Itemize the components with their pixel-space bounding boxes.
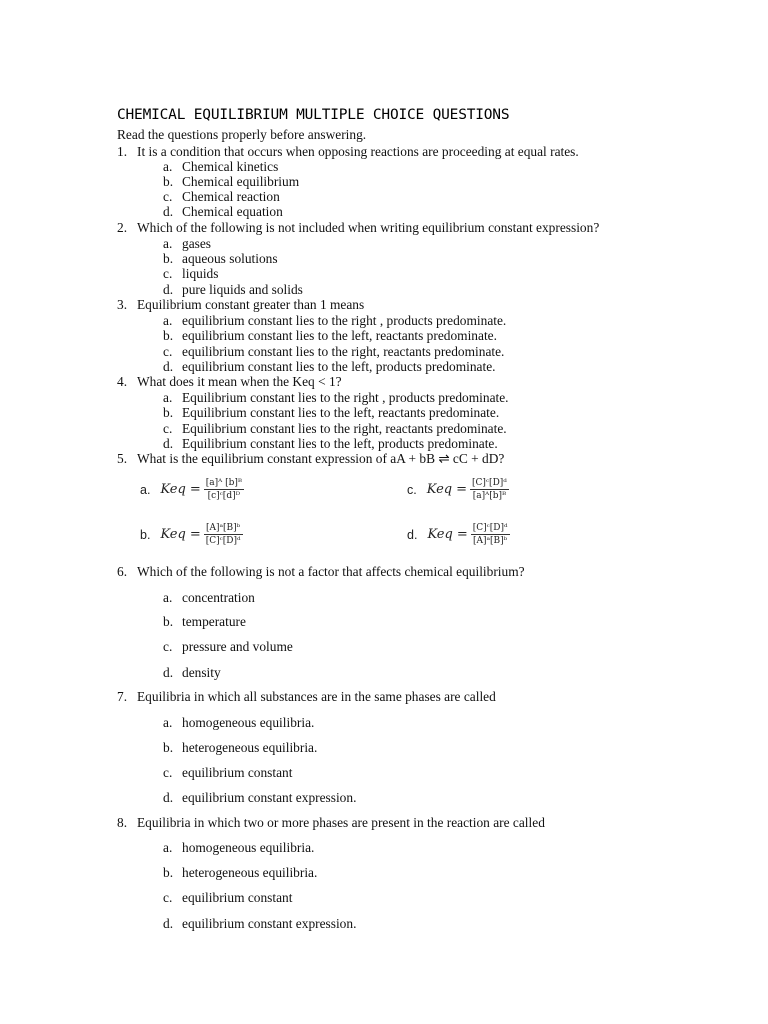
question-text: Which of the following is not a factor that affects chemical equilibrium?	[137, 564, 525, 579]
option-letter: c.	[163, 344, 173, 359]
numerator: [A]ᵃ[B]ᵇ	[206, 523, 241, 533]
option-letter: b.	[163, 251, 174, 266]
option-text: equilibrium constant expression.	[182, 790, 357, 805]
option-text: liquids	[182, 266, 219, 281]
option-text: equilibrium constant	[182, 890, 293, 905]
option-text: concentration	[182, 590, 255, 605]
question-number: 7.	[117, 689, 128, 704]
option-text: homogeneous equilibria.	[182, 715, 315, 730]
keq-symbol: Keq	[160, 482, 186, 497]
math-option-b	[140, 523, 242, 546]
question-number: 2.	[117, 220, 128, 235]
equals-sign: =	[189, 482, 201, 497]
option-letter: d.	[163, 436, 174, 451]
option-text: equilibrium constant lies to the left, products predominate.	[182, 359, 496, 374]
option-letter: c.	[407, 482, 417, 497]
option-text: homogeneous equilibria.	[182, 840, 315, 855]
option-text: Chemical equation	[182, 204, 283, 219]
option-text: heterogeneous equilibria.	[182, 865, 318, 880]
option-text: equilibrium constant	[182, 765, 293, 780]
question-number: 5.	[117, 451, 128, 466]
question-text: Equilibria in which all substances are in the same phases are called	[137, 689, 496, 704]
option-letter: b.	[163, 740, 174, 755]
option-letter: c.	[163, 266, 173, 281]
denominator: [a]ᴬ[b]ᴮ	[472, 491, 507, 501]
math-option-d	[407, 523, 509, 546]
option-letter: c.	[163, 765, 173, 780]
option-letter: d.	[407, 527, 418, 542]
question-text: Which of the following is not included when writing equilibrium constant expression?	[137, 220, 600, 235]
option-letter: a.	[163, 840, 173, 855]
option-text: pressure and volume	[182, 639, 293, 654]
option-letter: a.	[163, 590, 173, 605]
option-letter: d.	[163, 204, 174, 219]
option-letter: d.	[163, 916, 174, 931]
instructions-text: Read the questions properly before answering.	[117, 127, 367, 142]
option-text: Equilibrium constant lies to the right, reactants predominate.	[182, 421, 507, 436]
fraction-bar	[470, 489, 509, 490]
option-letter: c.	[163, 890, 173, 905]
numerator: [C]ᶜ[D]ᵈ	[472, 478, 507, 488]
fraction	[205, 478, 243, 501]
option-letter: b.	[163, 865, 174, 880]
option-text: Equilibrium constant lies to the left, products predominate.	[182, 436, 498, 451]
option-text: Chemical reaction	[182, 189, 280, 204]
equals-sign: =	[456, 482, 468, 497]
keq-symbol: Keq	[426, 482, 453, 497]
fraction-bar	[204, 489, 244, 490]
question-number: 1.	[117, 144, 128, 159]
document-title: CHEMICAL EQUILIBRIUM MULTIPLE CHOICE QUESTIONS	[117, 107, 510, 123]
option-letter: b.	[163, 614, 174, 629]
equals-sign: =	[456, 527, 468, 542]
option-text: Chemical equilibrium	[182, 174, 300, 189]
option-text: equilibrium constant expression.	[182, 916, 357, 931]
fraction-bar	[471, 534, 510, 535]
equals-sign: =	[189, 527, 201, 542]
option-letter: c.	[163, 189, 173, 204]
option-letter: a.	[163, 236, 173, 251]
question-number: 6.	[117, 564, 128, 579]
fraction	[472, 523, 509, 546]
option-text: Equilibrium constant lies to the left, reactants predominate.	[182, 405, 500, 420]
option-text: density	[182, 665, 221, 680]
option-letter: c.	[163, 639, 173, 654]
option-letter: a.	[163, 313, 173, 328]
question-text: What is the equilibrium constant expression of aA + bB ⇌ cC + dD?	[137, 451, 505, 466]
denominator: [c]ᶜ[d]ᴰ	[207, 491, 241, 501]
question-number: 3.	[117, 297, 128, 312]
keq-symbol: Keq	[160, 527, 186, 542]
option-text: equilibrium constant lies to the right , products predominate.	[182, 313, 507, 328]
fraction-bar	[204, 534, 243, 535]
math-option-c	[407, 478, 508, 501]
option-letter: b.	[140, 527, 151, 542]
numerator: [a]ᴬ [b]ᴮ	[205, 478, 243, 488]
option-letter: d.	[163, 790, 174, 805]
option-text: equilibrium constant lies to the right, reactants predominate.	[182, 344, 505, 359]
option-letter: a.	[163, 715, 173, 730]
question-number: 4.	[117, 374, 128, 389]
option-letter: b.	[163, 328, 174, 343]
option-letter: c.	[163, 421, 173, 436]
option-letter: a.	[163, 390, 173, 405]
denominator: [A]ᵃ[B]ᵇ	[473, 536, 508, 546]
option-text: pure liquids and solids	[182, 282, 303, 297]
fraction	[205, 523, 242, 546]
option-text: aqueous solutions	[182, 251, 278, 266]
question-text: What does it mean when the Keq < 1?	[137, 374, 342, 389]
question-text: Equilibria in which two or more phases are present in the reaction are called	[137, 815, 545, 830]
math-option-a	[140, 478, 243, 501]
option-text: heterogeneous equilibria.	[182, 740, 318, 755]
keq-symbol: Keq	[427, 527, 453, 542]
option-letter: a.	[140, 482, 151, 497]
option-text: Chemical kinetics	[182, 159, 279, 174]
denominator: [C]ᶜ[D]ᵈ	[205, 536, 241, 546]
question-text: Equilibrium constant greater than 1 means	[137, 297, 365, 312]
option-text: gases	[182, 236, 212, 251]
question-number: 8.	[117, 815, 128, 830]
option-text: Equilibrium constant lies to the right , products predominate.	[182, 390, 509, 405]
option-text: temperature	[182, 614, 246, 629]
fraction	[471, 478, 508, 501]
option-letter: d.	[163, 282, 174, 297]
numerator: [C]ᶜ[D]ᵈ	[472, 523, 508, 533]
option-letter: a.	[163, 159, 173, 174]
option-letter: d.	[163, 665, 174, 680]
option-letter: d.	[163, 359, 174, 374]
option-letter: b.	[163, 174, 174, 189]
option-letter: b.	[163, 405, 174, 420]
question-text: It is a condition that occurs when opposing reactions are proceeding at equal rates.	[137, 144, 579, 159]
option-text: equilibrium constant lies to the left, reactants predominate.	[182, 328, 497, 343]
